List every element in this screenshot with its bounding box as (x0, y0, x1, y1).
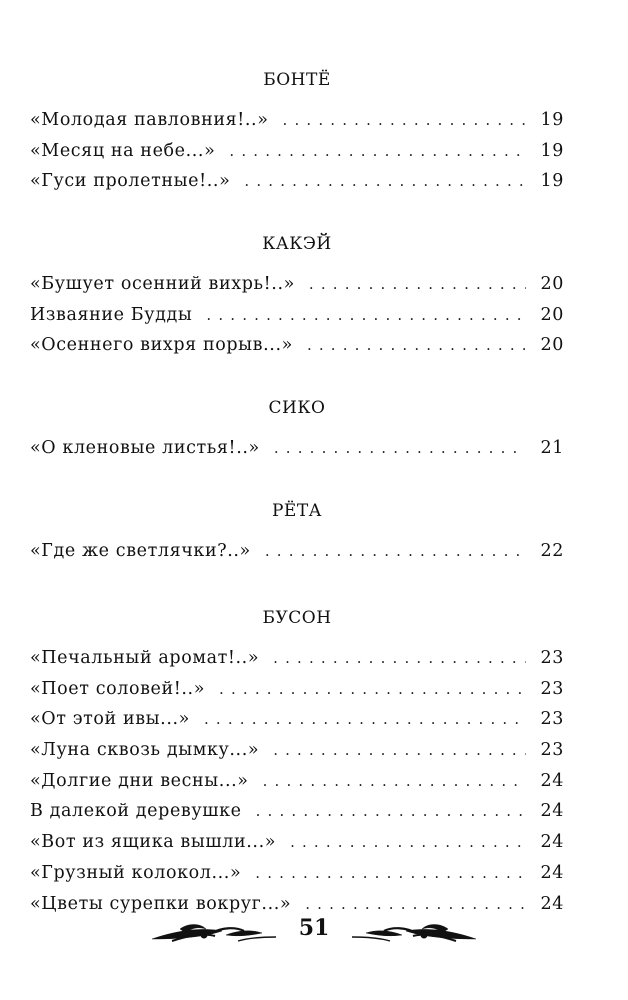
entry-title: «Печальный аромат!..» (30, 648, 260, 668)
dot-leader (255, 864, 526, 882)
dot-leader (273, 649, 526, 667)
entry-page: 22 (540, 541, 564, 561)
entry-title: В далекой деревушке (30, 801, 242, 822)
entry-page: 23 (540, 709, 564, 730)
entry-page: 20 (540, 304, 564, 325)
dot-leader (263, 772, 526, 790)
toc-entry[interactable] (30, 274, 564, 305)
entry-page: 20 (540, 335, 564, 356)
toc-section-kakei (30, 232, 564, 366)
entry-title: «Гуси пролетные!..» (30, 171, 231, 192)
section-title: СИКО (268, 398, 326, 418)
toc-entry[interactable] (30, 648, 564, 679)
dot-leader (256, 802, 526, 820)
entry-page: 19 (540, 110, 564, 130)
entry-title: «О кленовые листья!..» (30, 438, 260, 458)
entry-title: «Бушует осенний вихрь!..» (30, 274, 295, 294)
toc-entry[interactable] (30, 801, 564, 832)
dot-leader (274, 439, 526, 457)
toc-section-ryota (30, 499, 564, 572)
dot-leader (204, 710, 526, 728)
toc-entry[interactable] (30, 709, 564, 740)
entry-title: «От этой ивы...» (30, 709, 190, 730)
toc-entry[interactable] (30, 771, 564, 802)
dot-leader (307, 336, 526, 354)
dot-leader (273, 741, 526, 759)
entry-page: 23 (540, 740, 564, 761)
entry-title: «Осеннего вихря порыв...» (30, 335, 293, 356)
page-footer (0, 905, 628, 955)
entry-page: 24 (540, 893, 564, 914)
toc-section-buson (30, 606, 564, 924)
entry-page: 24 (540, 801, 564, 822)
entry-title: «Цветы сурепки вокруг...» (30, 893, 292, 914)
entry-page: 19 (540, 171, 564, 192)
entry-page: 19 (540, 140, 564, 161)
entry-page: 24 (540, 832, 564, 853)
section-title: КАКЭЙ (262, 234, 332, 254)
entry-title: «Долгие дни весны...» (30, 770, 249, 791)
entry-title: «Молодая павловния!..» (30, 110, 269, 130)
dot-leader (309, 275, 526, 293)
toc-entry[interactable] (30, 110, 564, 141)
dot-leader (265, 542, 526, 560)
page-number: 51 (298, 915, 330, 941)
section-title: БУСОН (262, 608, 332, 628)
toc-entry[interactable] (30, 679, 564, 710)
entry-title: «Вот из ящика вышли...» (30, 832, 277, 853)
toc-entry[interactable] (30, 438, 564, 469)
entry-page: 23 (540, 648, 564, 668)
dot-leader (290, 833, 526, 851)
toc-entry[interactable] (30, 335, 564, 366)
dot-leader (219, 680, 526, 698)
dot-leader (283, 111, 526, 129)
entry-title: Изваяние Будды (30, 304, 193, 325)
entry-title: «Поет соловей!..» (30, 678, 206, 699)
entry-title: «Месяц на небе...» (30, 140, 216, 161)
entry-title: «Где же светлячки?..» (30, 541, 251, 561)
entry-page: 24 (540, 862, 564, 883)
entry-title: «Луна сквозь дымку...» (30, 740, 260, 761)
toc-entry[interactable] (30, 141, 564, 172)
entry-page: 23 (540, 678, 564, 699)
toc-entry[interactable] (30, 171, 564, 202)
dot-leader (244, 172, 526, 190)
entry-page: 24 (540, 770, 564, 791)
toc-entry[interactable] (30, 541, 564, 572)
toc-section-siko (30, 396, 564, 469)
section-title: РЁТА (271, 501, 323, 521)
entry-page: 21 (540, 438, 564, 458)
toc-entry[interactable] (30, 740, 564, 771)
dot-leader (229, 142, 526, 160)
toc-entry[interactable] (30, 863, 564, 894)
entry-title: «Грузный колокол...» (30, 862, 242, 883)
toc-entry[interactable] (30, 305, 564, 336)
toc-entry[interactable] (30, 832, 564, 863)
dot-leader (206, 306, 526, 324)
entry-page: 20 (540, 274, 564, 294)
section-title: БОНТЁ (263, 70, 331, 90)
toc-section-bonte (30, 68, 564, 202)
